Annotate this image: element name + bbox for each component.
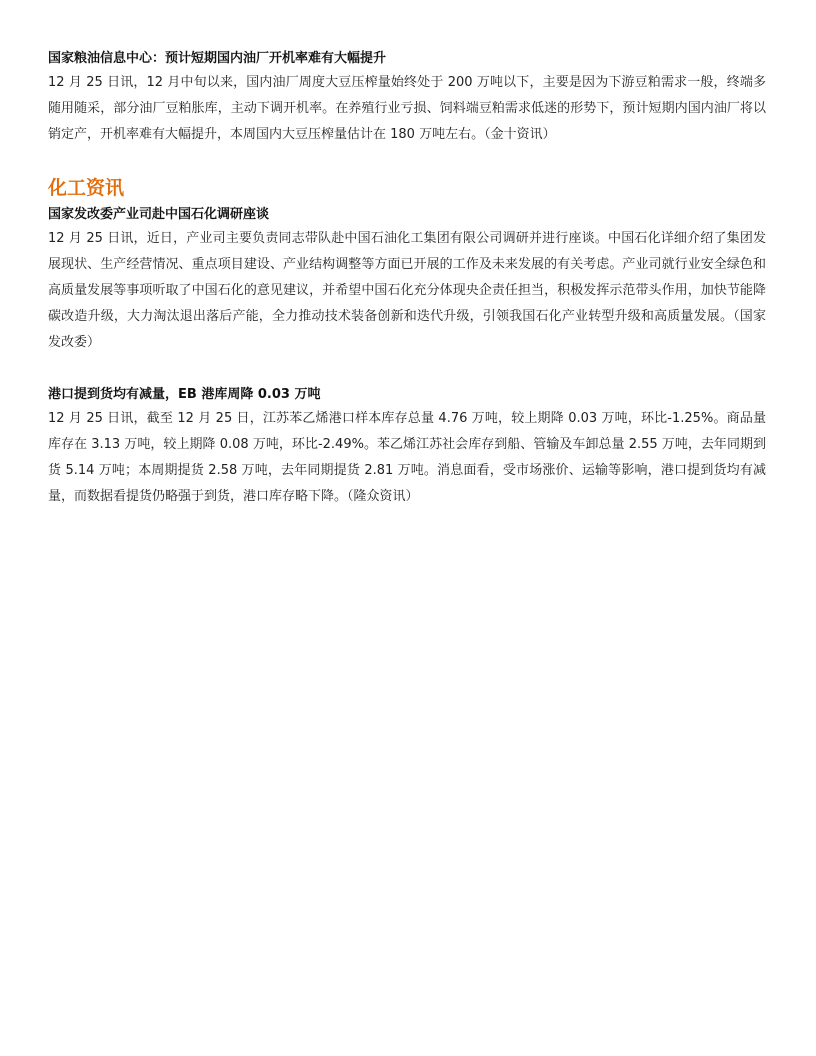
article-grain-oil <box>48 50 766 148</box>
article-headline: 国家粮油信息中心：预计短期国内油厂开机率难有大幅提升 <box>48 51 387 66</box>
article-ndrc-sinopec <box>48 206 766 356</box>
article-headline: 国家发改委产业司赴中国石化调研座谈 <box>48 207 270 222</box>
section-title-chemical-news: 化工资讯 <box>48 177 125 199</box>
article-headline: 港口提到货均有减量，EB 港库周降 0.03 万吨 <box>48 387 321 402</box>
article-body: 12 月 25 日讯，12 月中旬以来，国内油厂周度大豆压榨量始终处于 200 万吨以下，主要是因为下游豆粕需求一般，终端多随用随采，部分油厂豆粕胀库，主动下调开机率。在养殖行业亏损、饲料端豆粕需求低迷的形势下，预计短期内国内油厂将以销定产，开机率难有大幅提升，本周国内大豆压榨量估计在 180 万吨左右。（金十资讯） <box>48 75 766 142</box>
article-body: 12 月 25 日讯，近日，产业司主要负责同志带队赴中国石油化工集团有限公司调研并进行座谈。中国石化详细介绍了集团发展现状、生产经营情况、重点项目建设、产业结构调整等方面已开展的工作及未来发展的有关考虑。产业司就行业安全绿色和高质量发展等事项听取了中国石化的意见建议，并希望中国石化充分体现央企责任担当，积极发挥示范带头作用，加快节能降碳改造升级，大力淘汰退出落后产能，全力推动技术装备创新和迭代升级，引领我国石化产业转型升级和高质量发展。（国家发改委） <box>48 231 766 350</box>
article-body: 12 月 25 日讯，截至 12 月 25 日，江苏苯乙烯港口样本库存总量 4.76 万吨，较上期降 0.03 万吨，环比-1.25%。商品量库存在 3.13 万吨，较上期降 0.08 万吨，环比-2.49%。苯乙烯江苏社会库存到船、管输及车卸总量 2.55 万吨，去年同期到货 5.14 万吨；本周期提货 2.58 万吨，去年同期提货 2.81 万吨。消息面看，受市场涨价、运输等影响，港口提到货均有减量，而数据看提货仍略强于到货，港口库存略下降。（隆众资讯） <box>48 411 766 504</box>
article-eb-port-inventory <box>48 386 766 510</box>
document-page <box>48 50 766 510</box>
